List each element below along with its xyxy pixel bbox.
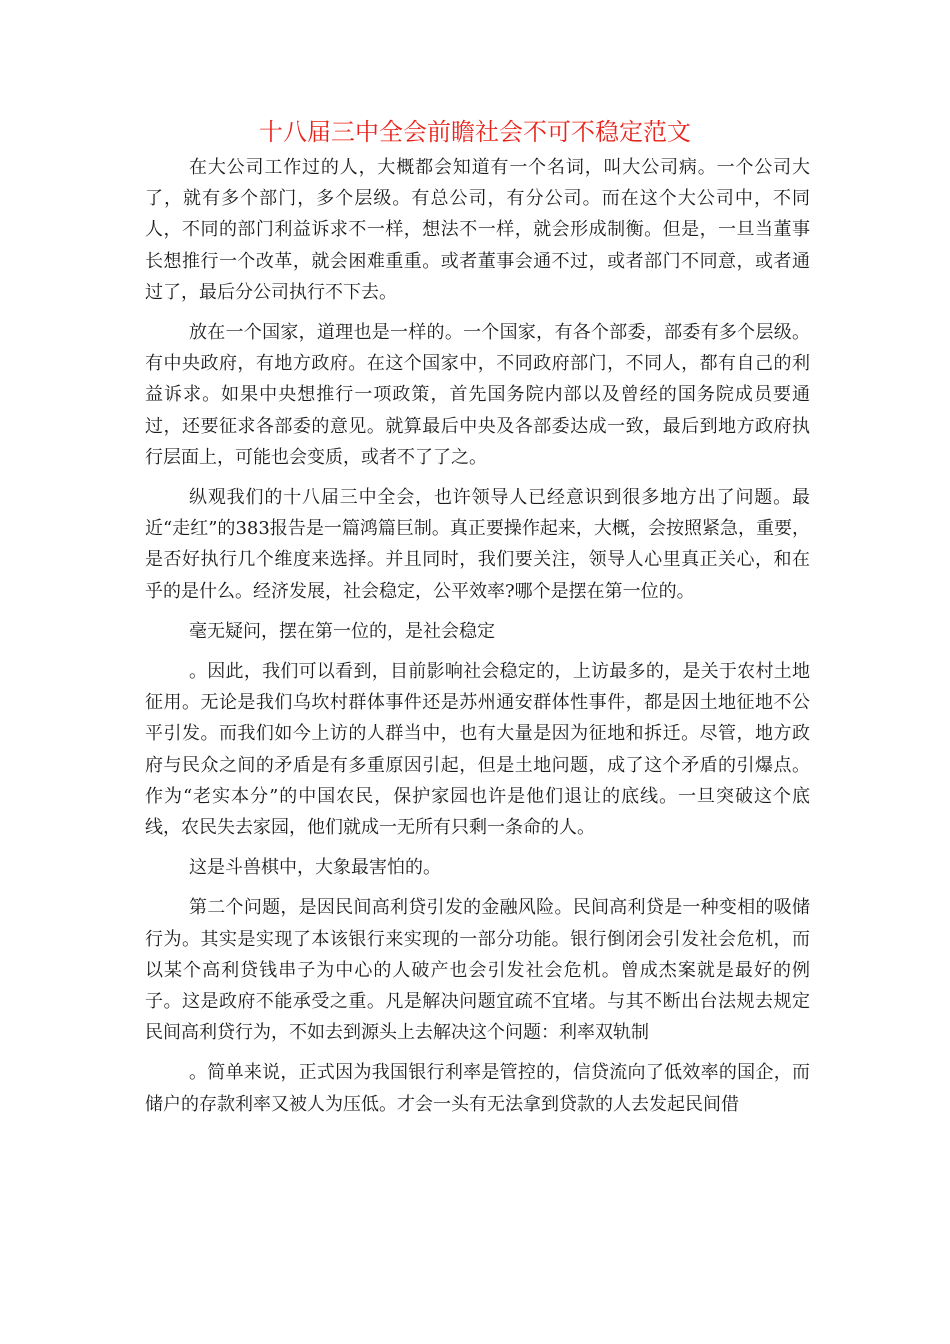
paragraph-7: 第二个问题，是因民间高利贷引发的金融风险。民间高利贷是一种变相的吸储行为。其实是实现了本该银行来实现的一部分功能。银行倒闭会引发社会危机，而以某个高利贷钱串子为中心的人破产也会引发社会危机。曾成杰案就是最好的例子。这是政府不能承受之重。凡是解决问题宜疏不宜堵。与其不断出台法规去规定民间高利贷行为，不如去到源头上去解决这个问题：利率双轨制 [145, 897, 810, 1044]
paragraph-1: 在大公司工作过的人，大概都会知道有一个名词，叫大公司病。一个公司大了，就有多个部门，多个层级。有总公司，有分公司。而在这个大公司中，不同人，不同的部门利益诉求不一样，想法不一样，就会形成制衡。但是，一旦当董事长想推行一个改革，就会困难重重。或者董事会通不过，或者部门不同意，或者通过了，最后分公司执行不下去。 [145, 157, 810, 303]
paragraph-3: 纵观我们的十八届三中全会，也许领导人已经意识到很多地方出了问题。最近“走红”的383报告是一篇鸿篇巨制。真正要操作起来，大概，会按照紧急，重要，是否好执行几个维度来选择。并且同时，我们要关注，领导人心里真正关心，和在乎的是什么。经济发展，社会稳定，公平效率?哪个是摆在第一位的。 [145, 487, 810, 602]
document-title: 十八届三中全会前瞻社会不可不稳定范文 [259, 118, 691, 146]
paragraph-6: 这是斗兽棋中，大象最害怕的。 [189, 857, 441, 879]
document-body [145, 152, 810, 1129]
paragraph-8: 。简单来说，正式因为我国银行利率是管控的，信贷流向了低效率的国企，而储户的存款利率又被人为压低。才会一头有无法拿到贷款的人去发起民间借 [145, 1062, 810, 1115]
paragraph-5: 。因此，我们可以看到，目前影响社会稳定的，上访最多的，是关于农村土地征用。无论是我们乌坎村群体事件还是苏州通安群体性事件，都是因土地征地不公平引发。而我们如今上访的人群当中，也有大量是因为征地和拆迁。尽管，地方政府与民众之间的矛盾是有多重原因引起，但是土地问题，成了这个矛盾的引爆点。作为“老实本分”的中国农民，保护家园也许是他们退让的底线。一旦突破这个底线，农民失去家园，他们就成一无所有只剩一条命的人。 [145, 661, 810, 839]
paragraph-2: 放在一个国家，道理也是一样的。一个国家，有各个部委，部委有多个层级。有中央政府，有地方政府。在这个国家中，不同政府部门，不同人，都有自己的利益诉求。如果中央想推行一项政策，首先国务院内部以及曾经的国务院成员要通过，还要征求各部委的意见。就算最后中央及各部委达成一致，最后到地方政府执行层面上，可能也会变质，或者不了了之。 [145, 322, 810, 468]
paragraph-4: 毫无疑问，摆在第一位的，是社会稳定 [189, 620, 495, 642]
